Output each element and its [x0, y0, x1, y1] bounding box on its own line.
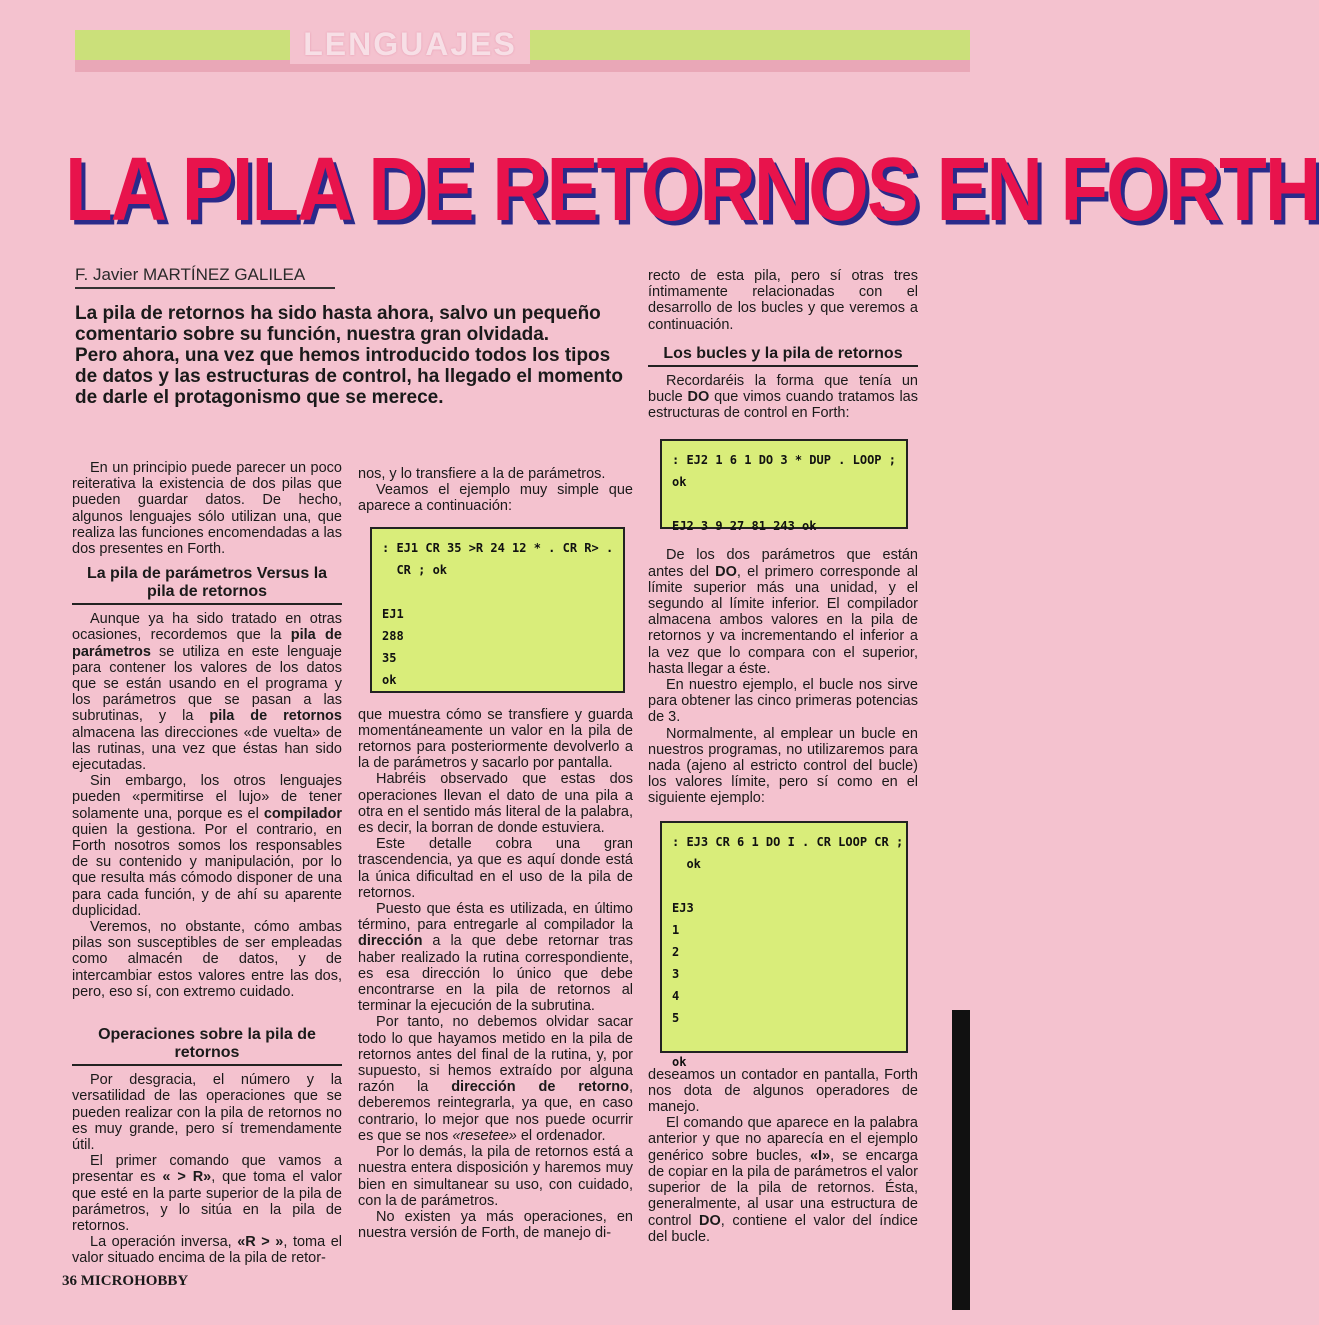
col3-paragraph: En nuestro ejemplo, el bucle nos sirve para obtener las cinco primeras potencias de 3. — [648, 677, 918, 726]
col3-paragraph: recto de esta pila, pero sí otras tres íntimamente relacionadas con el desarrollo de los bucles y que veremos a continuación. — [648, 268, 918, 333]
page-edge-mark — [952, 1010, 970, 1310]
col3-paragraph: deseamos un contador en pantalla, Forth nos dota de algunos operadores de manejo. — [648, 1066, 918, 1116]
col2-paragraph: Por lo demás, la pila de retornos está a nuestra entera disposición y haremos muy bien en simultanear su uso, con cuidado, con la de parámetros. — [358, 1144, 633, 1209]
code-listing-ej1: : EJ1 CR 35 >R 24 12 * . CR R> . CR ; ok EJ1 288 35 ok — [370, 527, 625, 693]
lead-line-1: La pila de retornos ha sido hasta ahora, salvo un pequeño comentario sobre su función, nuestra gran olvidada. — [75, 303, 601, 345]
col1-paragraph: Por desgracia, el número y la versatilidad de las operaciones que se pueden realizar con la pila de retornos no es muy grande, pero sí tremendamente útil. — [72, 1072, 342, 1153]
col1-paragraph: Veremos, no obstante, cómo ambas pilas son susceptibles de ser empleadas como almacén de datos, y de intercambiar estos valores entre las dos, pero, eso sí, con extremo cuidado. — [72, 919, 342, 1000]
col1-paragraph: En un principio puede parecer un poco reiterativa la existencia de dos pilas que pueden guardar datos. De hecho, algunos lenguajes sólo utilizan una, que realiza las funciones encomendadas a las dos presentes en Forth. — [72, 460, 342, 558]
col2-paragraph: Veamos el ejemplo muy simple que aparece a continuación: — [358, 482, 633, 515]
column-2 — [358, 466, 633, 1241]
col2-paragraph: No existen ya más operaciones, en nuestra versión de Forth, de manejo di- — [358, 1208, 633, 1242]
author-byline: F. Javier MARTÍNEZ GALILEA — [75, 265, 335, 289]
lead-paragraph — [75, 303, 625, 408]
col2-paragraph: Puesto que ésta es utilizada, en último término, para entregarle al compilador la dirección a la que debe retornar tras haber realizado la rutina correspondiente, es esa dirección lo único que debe encontrarse en la pila de retornos al terminar la ejecución de la subrutina. — [358, 901, 633, 1015]
code-listing-ej2: : EJ2 1 6 1 DO 3 * DUP . LOOP ; ok EJ2 3 9 27 81 243 ok — [660, 439, 908, 529]
col1-subhead-1: La pila de parámetros Versus la pila de retornos — [72, 565, 342, 605]
col2-paragraph: nos, y lo transfiere a la de parámetros. — [358, 466, 606, 482]
lead-line-2: Pero ahora, una vez que hemos introducido todos los tipos de datos y las estructuras de control, ha llegado el momento de darle el protagonismo que se merece. — [75, 345, 623, 408]
col1-paragraph: Sin embargo, los otros lenguajes pueden «permitirse el lujo» de tener solamente una, porque es el compilador quien la gestiona. Por el contrario, en Forth nosotros somos los responsables de su contenido y manipulación, por lo que resulta más cómodo disponer de una para cada función, y de ahí su aparente duplicidad. — [72, 773, 342, 919]
col2-paragraph: que muestra cómo se transfiere y guarda momentáneamente un valor en la pila de retornos para posteriormente devolverlo a la de parámetros y sacarlo por pantalla. — [358, 706, 633, 772]
col3-paragraph: El comando que aparece en la palabra anterior y que no aparecía en el ejemplo genérico sobre bucles, «I», se encarga de copiar en la pila de parámetros el valor superior de la pila de retornos. Ésta, generalmente, al usar una estructura de control DO, contiene el valor del índice del bucle. — [648, 1115, 919, 1245]
col2-paragraph: Habréis observado que estas dos operaciones llevan el dato de una pila a otra en el sentido más literal de la palabra, es decir, la borran de donde estuviera. — [358, 771, 633, 837]
page-footer: 36 MICROHOBBY — [62, 1273, 189, 1289]
col2-paragraph: Este detalle cobra una gran trascendencia, ya que es aquí donde está la única dificultad en el uso de la pila de retornos. — [358, 836, 633, 901]
code-listing-ej3: : EJ3 CR 6 1 DO I . CR LOOP CR ; ok EJ3 1 2 3 4 5 ok — [660, 821, 908, 1053]
col3-paragraph: Recordaréis la forma que tenía un bucle DO que vimos cuando tratamos las estructuras de control en Forth: — [648, 372, 918, 422]
col1-paragraph: La operación inversa, «R > », toma el valor situado encima de la pila de retor- — [72, 1234, 343, 1267]
col1-subhead-2: Operaciones sobre la pila de retornos — [72, 1026, 342, 1066]
col1-paragraph: Aunque ya ha sido tratado en otras ocasiones, recordemos que la pila de parámetros se utiliza en este lenguaje para contener los valores de los datos que se están usando en el programa y los parámetros que se pasan a las subrutinas, y la pila de retornos almacena las direcciones «de vuelta» de las rutinas, una vez que éstas han sido ejecutadas. — [72, 611, 342, 774]
col3-subhead-1: Los bucles y la pila de retornos — [648, 345, 918, 367]
col2-paragraph: Por tanto, no debemos olvidar sacar todo lo que hayamos metido en la pila de retornos antes del final de la rutina, y, por supuesto, si hemos extraído por alguna razón la dirección de retorno, deberemos reintegrarla, ya que, en caso contrario, lo mejor que nos puede ocurrir es que se nos «resetee» el ordenador. — [358, 1014, 633, 1144]
col3-paragraph: De los dos parámetros que están antes del DO, el primero corresponde al límite superior más una unidad, y el segundo al límite inferior. El compilador almacena ambos valores en la pila de retornos y va incrementando el inferior a la vez que lo compara con el superior, hasta llegar a éste. — [648, 547, 918, 677]
col1-paragraph: El primer comando que vamos a presentar es « > R», que toma el valor que esté en la parte superior de la pila de parámetros, y lo sitúa en la pila de retornos. — [72, 1153, 342, 1234]
col3-paragraph: Normalmente, al emplear un bucle en nuestros programas, no utilizaremos para nada (ajeno al estricto control del bucle) los valores límite, pero sí como en el siguiente ejemplo: — [648, 725, 918, 807]
section-label: LENGUAJES — [290, 24, 530, 64]
column-1 — [72, 460, 342, 1267]
column-3 — [648, 268, 918, 1245]
article-title: LA PILA DE RETORNOS EN FORTH — [65, 138, 1319, 240]
